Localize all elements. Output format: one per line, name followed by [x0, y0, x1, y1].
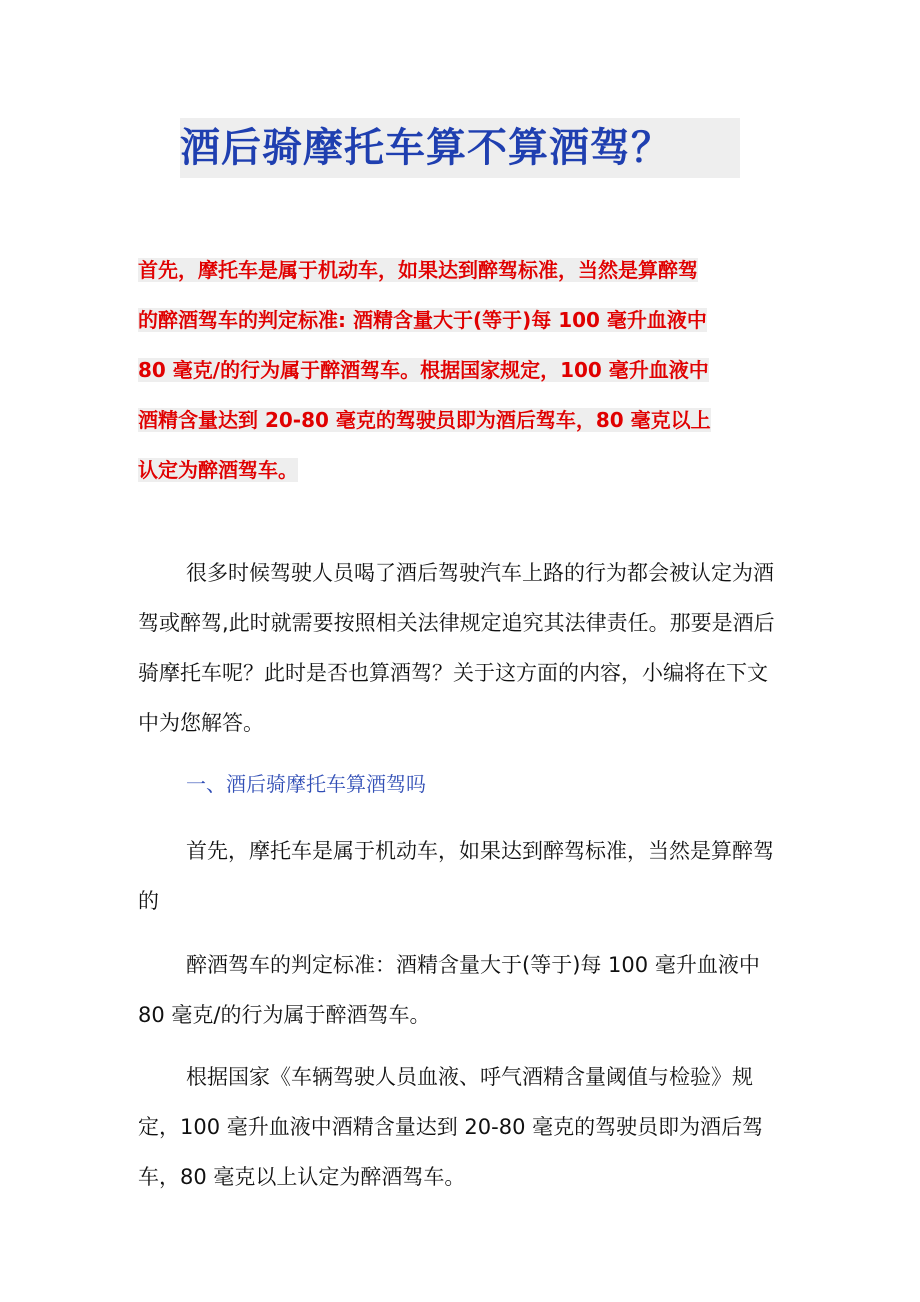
summary-line: 认定为醉酒驾车。	[138, 458, 298, 482]
paragraph-national-regulation: 根据国家《车辆驾驶人员血液、呼气酒精含量阈值与检验》规定，100 毫升血液中酒精含量达到 20-80 毫克的驾驶员即为酒后驾车，80 毫克以上认定为醉酒驾车。	[138, 1065, 764, 1189]
paragraph-drunk-standard: 醉酒驾车的判定标准：酒精含量大于(等于)每 100 毫升血液中 80 毫克/的行为属于醉酒驾车。	[138, 953, 760, 1027]
summary-box	[138, 245, 788, 495]
section-heading: 一、酒后骑摩托车算酒驾吗	[186, 772, 426, 796]
summary-line: 80 毫克/的行为属于醉酒驾车。根据国家规定，100 毫升血液中	[138, 358, 709, 382]
intro-paragraph: 很多时候驾驶人员喝了酒后驾驶汽车上路的行为都会被认定为酒驾或醉驾,此时就需要按照相关法律规定追究其法律责任。那要是酒后骑摩托车呢？此时是否也算酒驾？关于这方面的内容，小编将在下文中为您解答。	[138, 561, 775, 735]
paragraph-motorcycle: 首先，摩托车是属于机动车，如果达到醉驾标准，当然是算醉驾的	[138, 839, 774, 913]
title-block	[180, 118, 740, 178]
page-title: 酒后骑摩托车算不算酒驾？	[180, 125, 672, 171]
summary-line: 的醉酒驾车的判定标准: 酒精含量大于(等于)每 100 毫升血液中	[138, 308, 707, 332]
summary-line: 酒精含量达到 20-80 毫克的驾驶员即为酒后驾车，80 毫克以上	[138, 408, 711, 432]
summary-line: 首先，摩托车是属于机动车，如果达到醉驾标准，当然是算醉驾	[138, 258, 698, 282]
